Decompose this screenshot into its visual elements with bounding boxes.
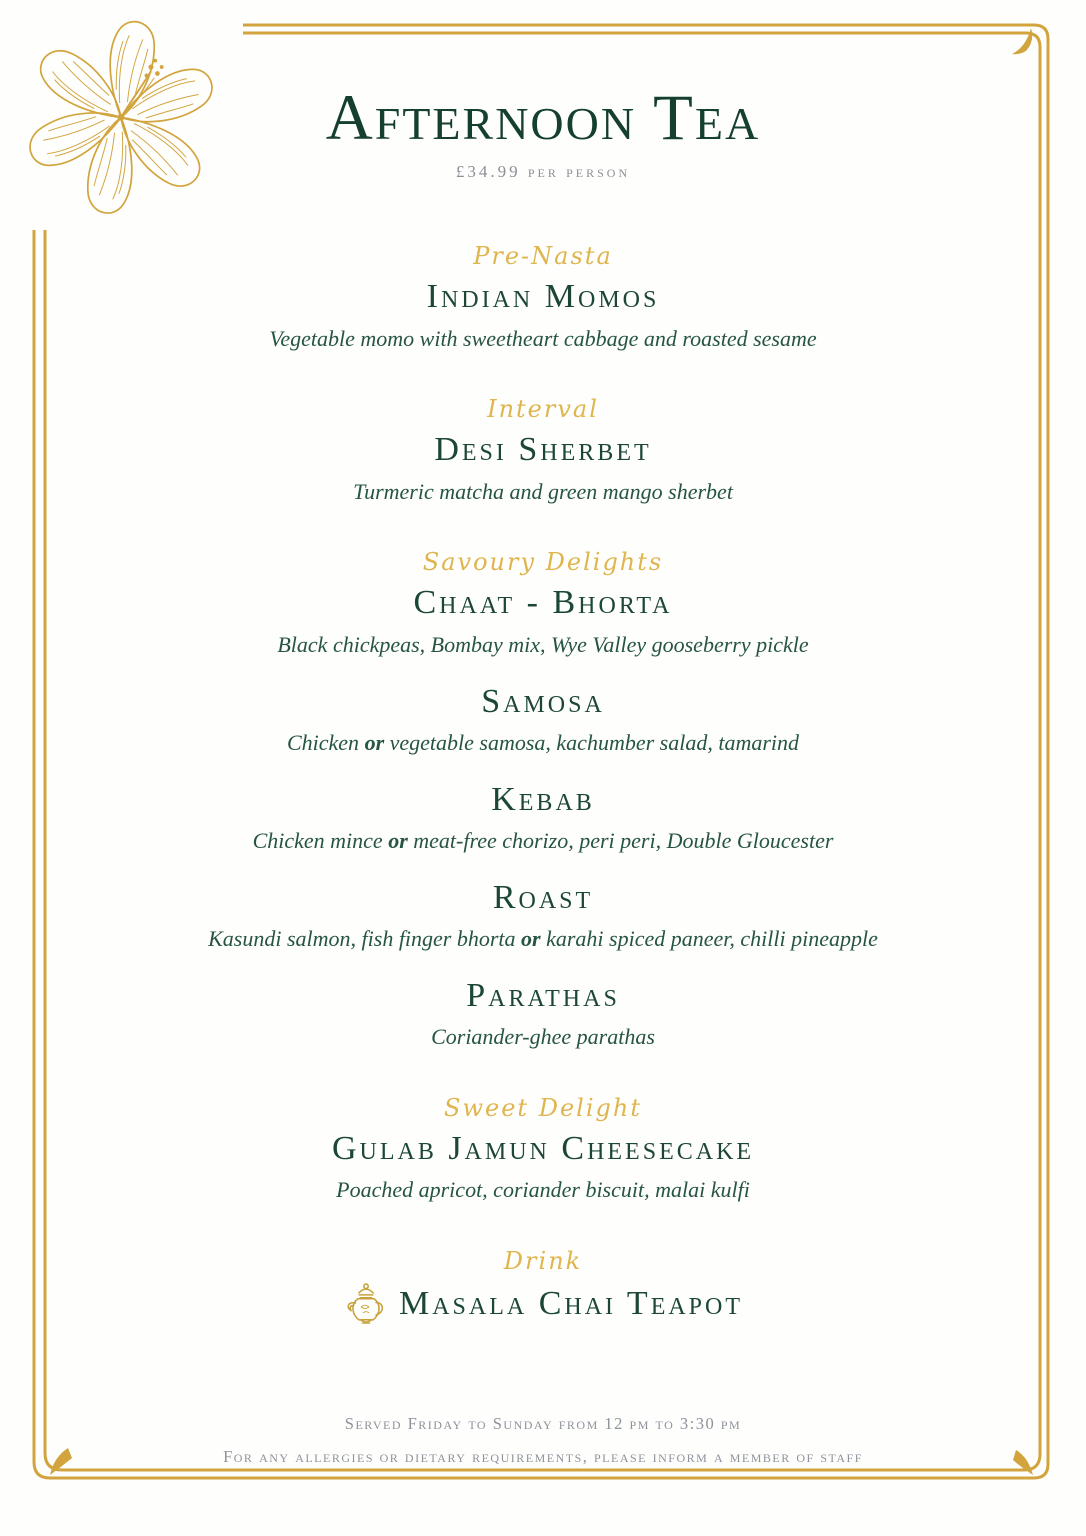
menu-sections	[0, 242, 1086, 1327]
menu-item-gulab-jamun-cheesecake	[0, 1128, 1086, 1205]
item-description: Vegetable momo with sweetheart cabbage and roasted sesame	[269, 325, 817, 351]
item-description: Kasundi salmon, fish finger bhorta or karahi spiced paneer, chilli pineapple	[208, 926, 878, 952]
serving-hours-note: Served Friday to Sunday from 12 pm to 3:30 pm	[344, 1414, 742, 1433]
menu-item-roast	[0, 877, 1086, 954]
item-name: Gulab Jamun Cheesecake	[331, 1129, 755, 1167]
menu-item-kebab	[0, 779, 1086, 856]
course-pre-nasta	[0, 242, 1086, 353]
menu-item-parathas	[0, 975, 1086, 1052]
item-name: Indian Momos	[426, 278, 660, 316]
menu-item-indian-momos	[0, 276, 1086, 353]
menu-footer	[0, 1414, 1086, 1480]
item-description: Chicken mince or meat-free chorizo, peri peri, Double Gloucester	[252, 828, 834, 854]
item-description: Turmeric matcha and green mango sherbet	[353, 478, 733, 504]
item-name: Desi Sherbet	[434, 431, 652, 469]
item-description: Chicken or vegetable samosa, kachumber salad, tamarind	[286, 730, 800, 756]
item-description: Coriander-ghee parathas	[431, 1024, 655, 1050]
item-description: Black chickpeas, Bombay mix, Wye Valley gooseberry pickle	[277, 631, 809, 657]
course-savoury-delights	[0, 548, 1086, 1051]
course-label: Pre-Nasta	[473, 242, 613, 271]
item-description: Poached apricot, coriander biscuit, malai kulfi	[336, 1177, 750, 1203]
course-sweet-delight	[0, 1094, 1086, 1205]
course-label: Interval	[487, 395, 599, 424]
menu-header	[0, 0, 1086, 182]
allergy-note: For any allergies or dietary requirements, please inform a member of staff	[223, 1447, 863, 1466]
item-name: Chaat - Bhorta	[413, 584, 673, 622]
item-name: Masala Chai Teapot	[398, 1284, 744, 1322]
item-name: Parathas	[466, 976, 620, 1014]
course-label: Savoury Delights	[422, 548, 664, 577]
menu-item-chaat-bhorta	[0, 582, 1086, 659]
item-name: Samosa	[481, 682, 605, 720]
item-name: Kebab	[491, 780, 595, 818]
course-drink	[0, 1247, 1086, 1327]
menu-item-samosa	[0, 681, 1086, 758]
menu-item-masala-chai-teapot	[0, 1281, 1086, 1327]
menu-item-desi-sherbet	[0, 429, 1086, 506]
teapot-icon	[343, 1281, 389, 1327]
item-name: Roast	[492, 878, 594, 916]
price-per-person: £34.99 per person	[455, 162, 631, 182]
course-label: Drink	[503, 1247, 583, 1275]
page-title: Afternoon Tea	[325, 82, 761, 154]
course-interval	[0, 395, 1086, 506]
course-label: Sweet Delight	[444, 1093, 642, 1122]
